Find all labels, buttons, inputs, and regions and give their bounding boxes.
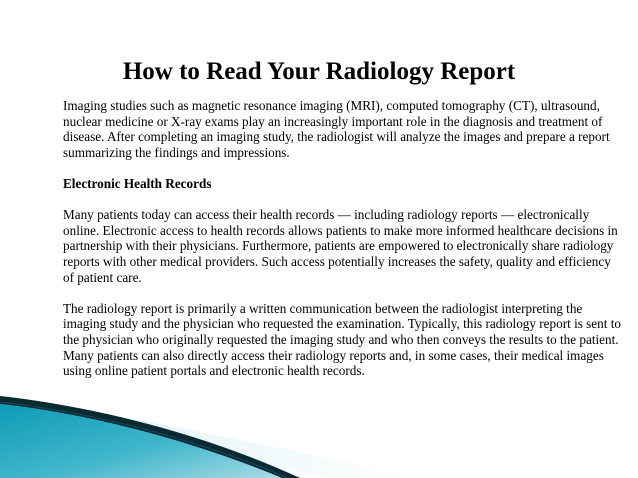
body-text [63, 98, 623, 394]
intro-paragraph: Imaging studies such as magnetic resonance imaging (MRI), computed tomography (CT), ultrasound, nuclear medicine or X-ray exams play an increasingly important role in the diagnosis and treatment of disease. After completing an imaging study, the radiologist will analyze the images and prepare a report summarizing the findings and impressions. [63, 98, 610, 160]
section-heading: Electronic Health Records [63, 175, 212, 191]
page-title: How to Read Your Radiology Report [122, 58, 516, 85]
ehr-paragraph: Many patients today can access their health records — including radiology reports — electronically online. Electronic access to health records allows patients to make more informed healthcare decisions in partnership with their physicians. Furthermore, patients are empowered to electronically share radiology reports with other medical providers. Such access potentially increases the safety, quality and efficiency of patient care. [63, 207, 618, 285]
report-paragraph: The radiology report is primarily a written communication between the radiologist interpreting the imaging study and the physician who requested the examination. Typically, this radiology report is sent to the physician who originally requested the imaging study and who then conveys the results to the patient. Many patients can also directly access their radiology reports and, in some cases, their medical images using online patient portals and electronic health records. [63, 300, 621, 379]
